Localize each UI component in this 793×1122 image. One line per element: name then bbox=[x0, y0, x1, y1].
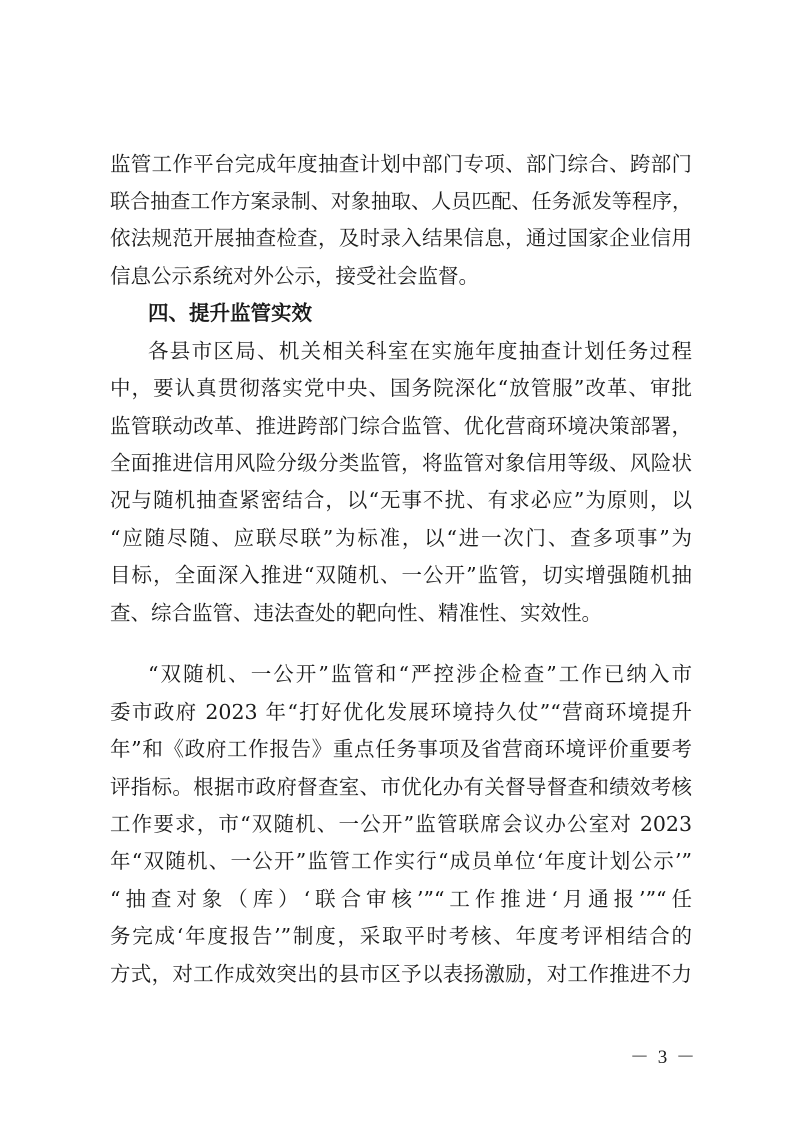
text-line-22: 方式，对工作成效突出的县市区予以表扬激励，对工作推进不力 bbox=[110, 962, 692, 986]
text-line-3: 依法规范开展抽查检查，及时录入结果信息，通过国家企业信用 bbox=[110, 226, 692, 250]
text-line-15: 委市政府 2023 年“打好优化发展环境持久仗”“营商环境提升 bbox=[110, 700, 692, 724]
text-line-20: “抽查对象（库）‘联合审核’”“工作推进‘月通报’”“任 bbox=[110, 887, 692, 911]
text-line-12: 目标，全面深入推进“双随机、一公开”监管，切实增强随机抽 bbox=[110, 563, 692, 587]
text-line-9: 全面推进信用风险分级分类监管，将监管对象信用等级、风险状 bbox=[110, 451, 692, 475]
text-line-7: 中，要认真贯彻落实党中央、国务院深化“放管服”改革、审批 bbox=[110, 376, 692, 400]
text-line-16: 年”和《政府工作报告》重点任务事项及省营商环境评价重要考 bbox=[110, 737, 692, 761]
text-line-13: 查、综合监管、违法查处的靶向性、精准性、实效性。 bbox=[110, 601, 602, 625]
text-line-6: 各县市区局、机关相关科室在实施年度抽查计划任务过程 bbox=[148, 339, 692, 363]
text-line-19: 年“双随机、一公开”监管工作实行“成员单位‘年度计划公示’” bbox=[110, 849, 692, 873]
text-line-14: “双随机、一公开”监管和“严控涉企检查”工作已纳入市 bbox=[148, 662, 692, 686]
page-number: － 3 － bbox=[630, 1047, 698, 1068]
text-line-11: “应随尽随、应联尽联”为标准，以“进一次门、查多项事”为 bbox=[110, 526, 692, 550]
text-line-21: 务完成‘年度报告’”制度，采取平时考核、年度考评相结合的 bbox=[110, 924, 692, 948]
text-line-2: 联合抽查工作方案录制、对象抽取、人员匹配、任务派发等程序， bbox=[110, 189, 692, 213]
text-line-18: 工作要求，市“双随机、一公开”监管联席会议办公室对 2023 bbox=[110, 812, 692, 836]
section-heading: 四、提升监管实效 bbox=[148, 301, 312, 325]
text-line-1: 监管工作平台完成年度抽查计划中部门专项、部门综合、跨部门 bbox=[110, 152, 692, 176]
text-line-17: 评指标。根据市政府督查室、市优化办有关督导督查和绩效考核 bbox=[110, 775, 692, 799]
text-line-4: 信息公示系统对外公示，接受社会监督。 bbox=[110, 264, 479, 288]
text-line-10: 况与随机抽查紧密结合，以“无事不扰、有求必应”为原则，以 bbox=[110, 488, 692, 512]
text-line-8: 监管联动改革、推进跨部门综合监管、优化营商环境决策部署， bbox=[110, 414, 692, 438]
